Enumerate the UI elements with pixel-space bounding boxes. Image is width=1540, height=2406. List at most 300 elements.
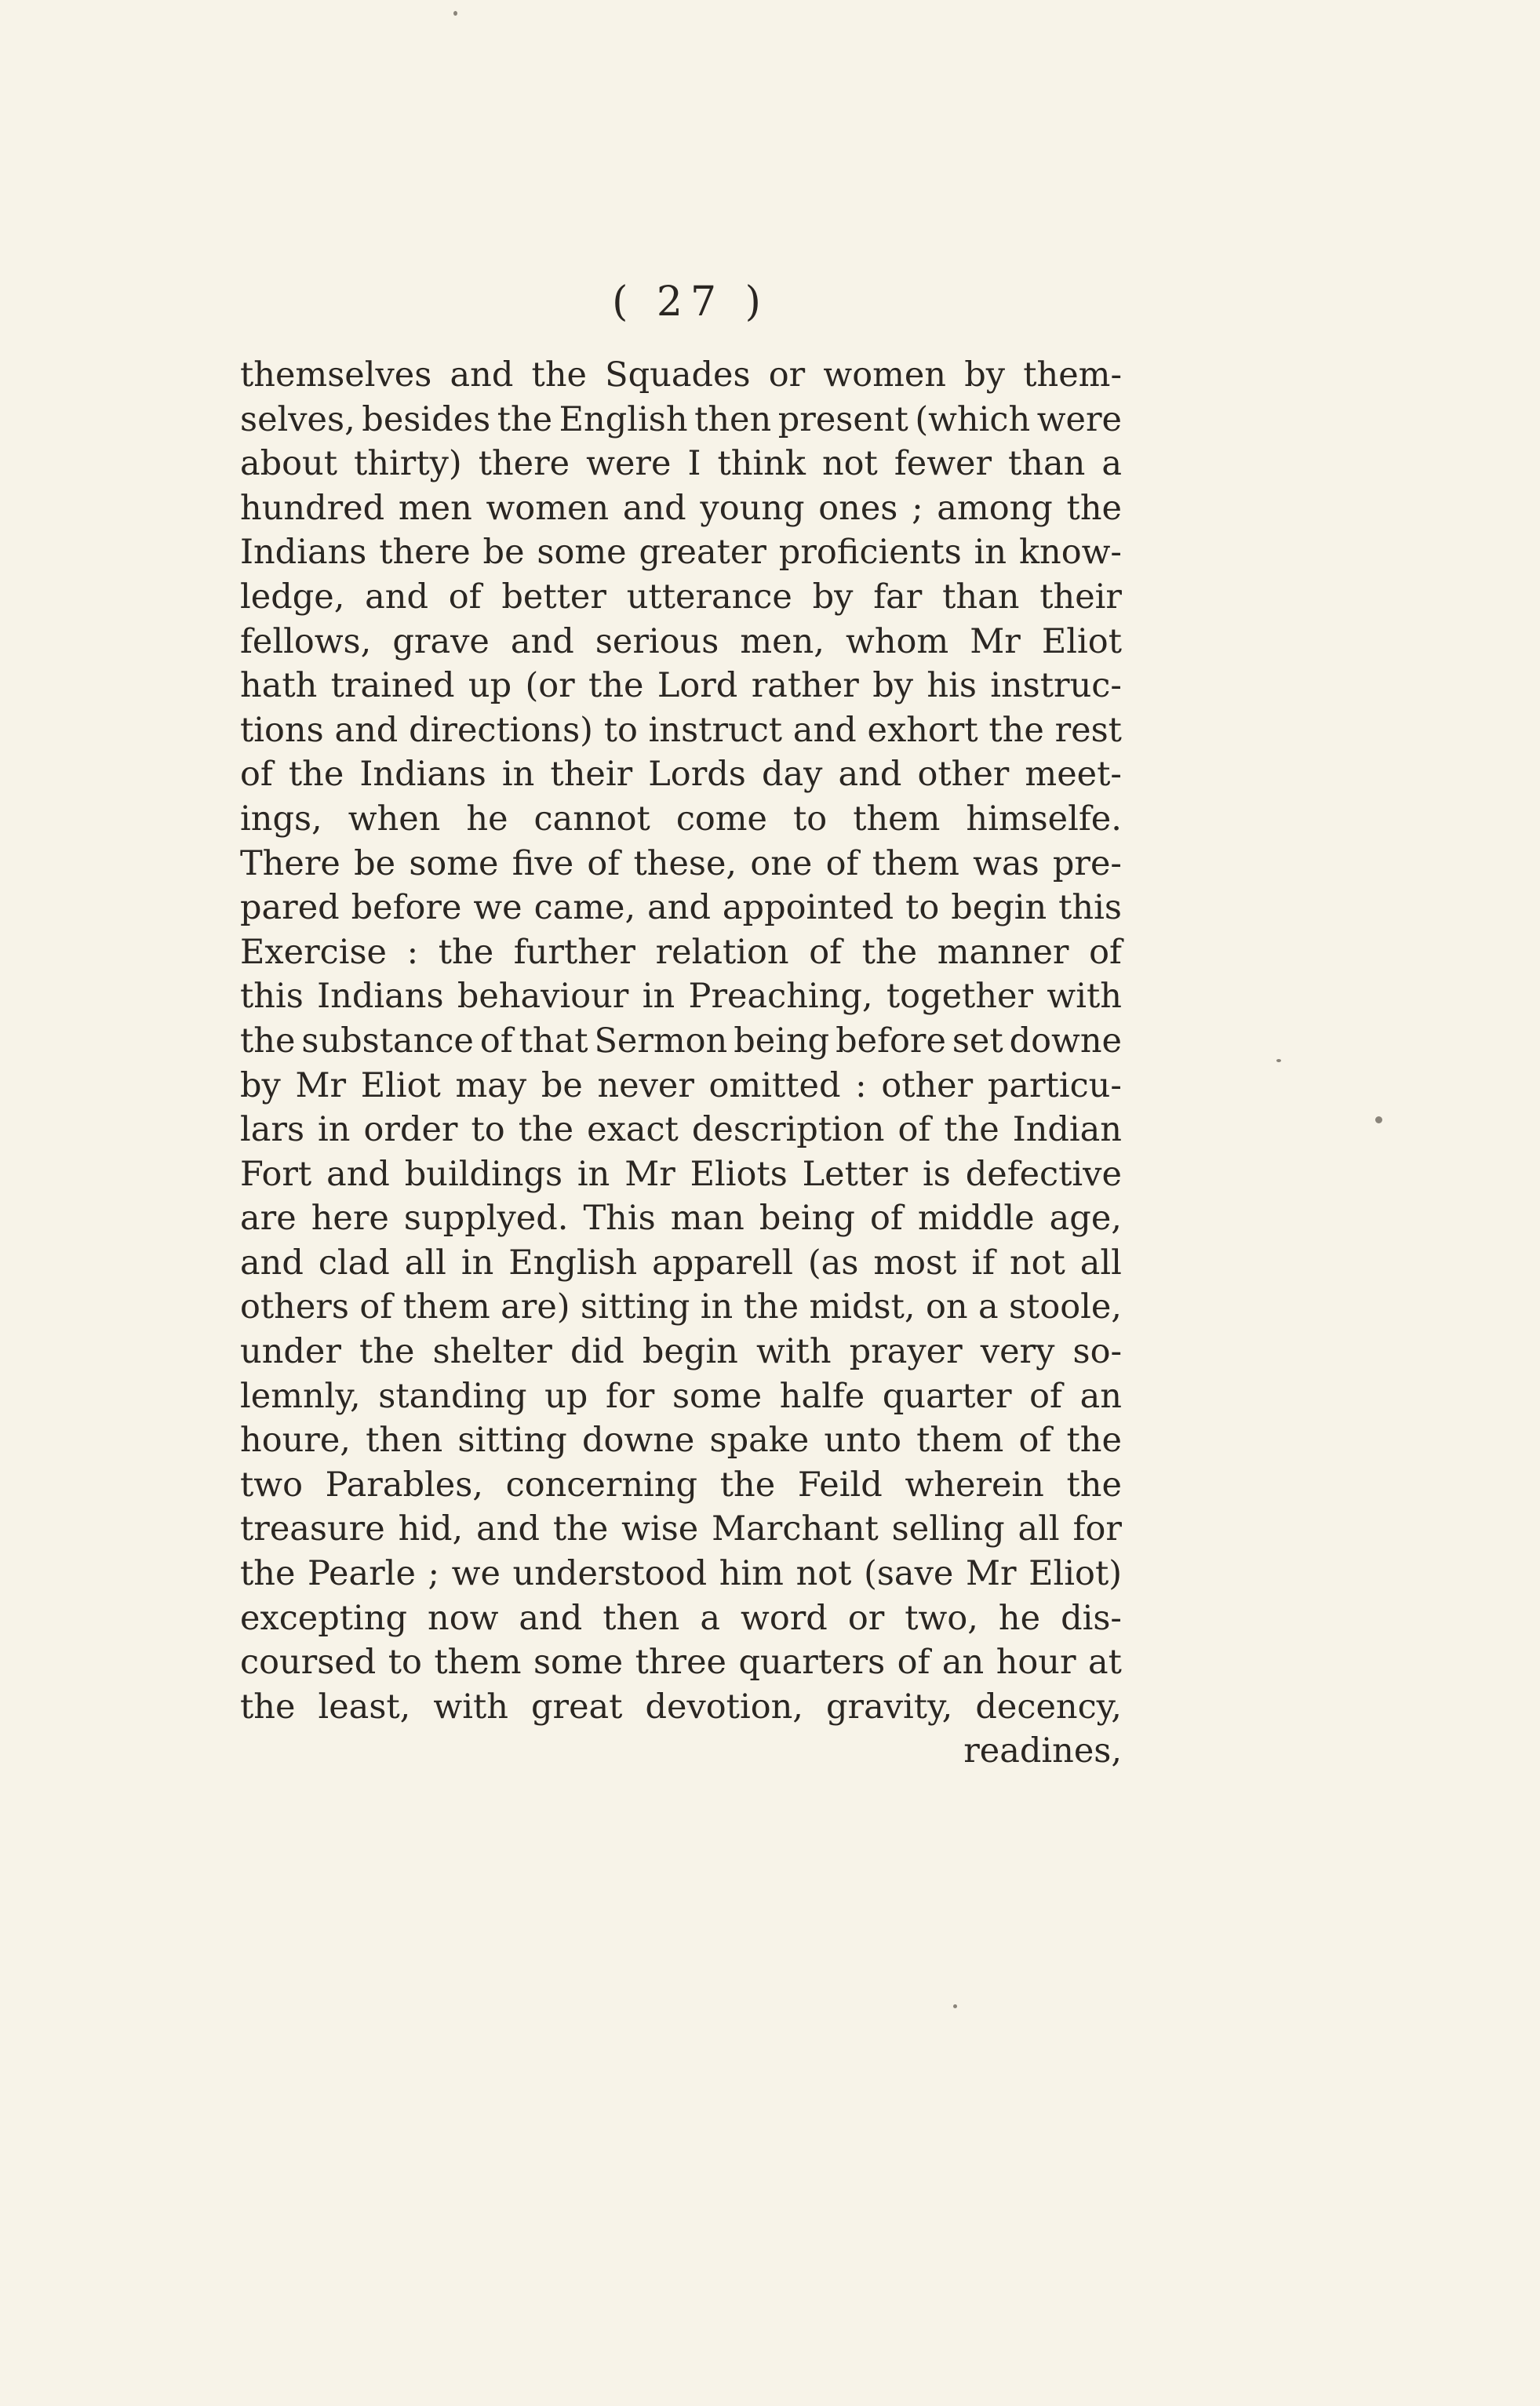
word: least, <box>318 1687 411 1727</box>
word: greater <box>639 533 766 573</box>
word: appointed <box>722 888 894 928</box>
word: of <box>240 755 273 795</box>
word: their <box>550 755 633 795</box>
word: with <box>755 1332 832 1372</box>
text-line <box>240 708 1122 753</box>
word: the <box>240 1554 296 1594</box>
word: shelter <box>432 1332 552 1372</box>
text-line <box>240 575 1122 620</box>
word: in <box>318 1110 351 1150</box>
word: them <box>434 1643 522 1683</box>
word: of <box>1089 932 1122 972</box>
word: to <box>603 710 638 750</box>
word: not <box>795 1554 852 1594</box>
word: apparell <box>652 1243 793 1283</box>
word: and <box>510 621 574 661</box>
word: clad <box>318 1243 390 1283</box>
word: so- <box>1072 1332 1122 1372</box>
word: meet- <box>1025 755 1122 795</box>
word: behaviour <box>457 977 629 1017</box>
word: before <box>836 1021 946 1061</box>
word: unto <box>824 1421 901 1461</box>
text-line <box>240 1685 1122 1730</box>
word: this <box>240 977 304 1017</box>
word: and <box>326 1154 390 1194</box>
word: Eliots <box>690 1154 788 1194</box>
word: whom <box>846 621 949 661</box>
word: wise <box>621 1509 699 1549</box>
word: downe <box>581 1421 695 1461</box>
word: know- <box>1018 533 1122 573</box>
word: ; <box>912 488 923 528</box>
word: there <box>379 533 471 573</box>
word: lars <box>240 1110 305 1150</box>
word: and <box>450 355 514 395</box>
word: English <box>508 1243 638 1283</box>
word: a <box>700 1598 721 1638</box>
word: Mr <box>970 621 1021 661</box>
word: be <box>482 533 525 573</box>
word: Letter <box>802 1154 908 1194</box>
text-line <box>240 486 1122 531</box>
word: some <box>537 533 627 573</box>
word: the <box>743 1287 799 1327</box>
word: other <box>881 1065 974 1105</box>
word: omitted <box>708 1065 841 1105</box>
word: defective <box>965 1154 1122 1194</box>
word: here <box>311 1199 389 1239</box>
word: together <box>886 977 1034 1017</box>
page-number: ( 27 ) <box>612 278 769 326</box>
word: at <box>1087 1643 1122 1683</box>
word: the <box>518 1110 574 1150</box>
word: devotion, <box>645 1687 803 1727</box>
word: Sermon <box>594 1021 728 1061</box>
word: tions <box>240 710 324 750</box>
word: he <box>466 799 508 839</box>
word: be <box>354 843 396 883</box>
word: did <box>570 1332 624 1372</box>
word: them- <box>1023 355 1122 395</box>
word: pre- <box>1052 843 1122 883</box>
word: one <box>750 843 813 883</box>
word: is <box>923 1154 951 1194</box>
word: ledge, <box>240 577 345 617</box>
word: all <box>404 1243 446 1283</box>
word: Marchant <box>712 1509 879 1549</box>
text-line <box>240 1152 1122 1197</box>
word: begin <box>951 888 1047 928</box>
word: others <box>240 1287 349 1327</box>
text-line <box>240 1285 1122 1330</box>
word: was <box>973 843 1039 883</box>
word: there <box>478 444 570 484</box>
word: ones <box>818 488 898 528</box>
word: ings, <box>240 799 322 839</box>
word: buildings <box>404 1154 563 1194</box>
word: the <box>1066 488 1122 528</box>
word: understood <box>512 1554 708 1594</box>
word: Eliot <box>1041 621 1122 661</box>
word: word <box>741 1598 828 1638</box>
word: of <box>897 1643 930 1683</box>
word: Feild <box>797 1465 883 1505</box>
word: of <box>587 843 621 883</box>
word: men, <box>740 621 825 661</box>
word: the <box>1066 1465 1122 1505</box>
word: and <box>647 888 711 928</box>
word: instruct <box>648 710 783 750</box>
text-line <box>240 442 1122 486</box>
word: Indian <box>1012 1110 1122 1150</box>
word: middle <box>917 1199 1035 1239</box>
word: prayer <box>849 1332 963 1372</box>
word: : <box>855 1065 867 1105</box>
word: if <box>971 1243 995 1283</box>
word: concerning <box>505 1465 698 1505</box>
word: on <box>925 1287 968 1327</box>
text-line <box>240 398 1122 442</box>
word: them <box>853 799 941 839</box>
word: dis- <box>1061 1598 1122 1638</box>
word: in <box>461 1243 494 1283</box>
word: particu- <box>987 1065 1122 1105</box>
word: age, <box>1049 1199 1122 1239</box>
word: selling <box>891 1509 1005 1549</box>
text-line <box>240 664 1122 708</box>
word: hath <box>240 666 318 706</box>
word: then <box>366 1421 443 1461</box>
text-line <box>240 1640 1122 1685</box>
word: There <box>240 843 340 883</box>
word: with <box>1047 977 1122 1017</box>
word: day <box>761 755 823 795</box>
word: fewer <box>894 444 992 484</box>
word: Pearle <box>308 1554 416 1594</box>
word: (or <box>525 666 575 706</box>
word: about <box>240 444 338 484</box>
word: some <box>409 843 499 883</box>
word: the <box>552 1509 609 1549</box>
word: an <box>941 1643 985 1683</box>
word: not <box>821 444 878 484</box>
ink-speck <box>453 11 457 16</box>
word: them <box>916 1421 1004 1461</box>
word: Exercise <box>240 932 387 972</box>
word: stoole, <box>1008 1287 1122 1327</box>
text-line <box>240 842 1122 886</box>
word: substance <box>301 1021 474 1061</box>
word: him <box>719 1554 784 1594</box>
word: an <box>1079 1376 1122 1416</box>
word: for <box>1072 1509 1122 1549</box>
word: to <box>905 888 940 928</box>
word: the <box>1066 1421 1122 1461</box>
word: of <box>825 843 859 883</box>
word: in <box>501 755 535 795</box>
word: when <box>348 799 441 839</box>
word: hour <box>996 1643 1076 1683</box>
word: fellows, <box>240 621 372 661</box>
word: then <box>603 1598 680 1638</box>
word: of <box>359 1287 393 1327</box>
word: very <box>980 1332 1055 1372</box>
word: being <box>759 1199 855 1239</box>
word: now <box>428 1598 499 1638</box>
word: these, <box>633 843 737 883</box>
word: English <box>559 399 688 439</box>
word: serious <box>595 621 719 661</box>
word: houre, <box>240 1421 351 1461</box>
text-line <box>240 1019 1122 1064</box>
word: by <box>812 577 854 617</box>
word: hundred <box>240 488 385 528</box>
word: and <box>622 488 686 528</box>
word: directions) <box>409 710 593 750</box>
text-line <box>240 974 1122 1019</box>
word: the <box>497 399 553 439</box>
word: exhort <box>867 710 978 750</box>
word: order <box>363 1110 458 1150</box>
word: This <box>583 1199 656 1239</box>
word: great <box>531 1687 623 1727</box>
ink-speck <box>1375 1116 1382 1123</box>
text-line <box>240 530 1122 575</box>
word: in <box>642 977 675 1017</box>
word: wherein <box>905 1465 1044 1505</box>
word: them <box>872 843 959 883</box>
text-line <box>240 1507 1122 1552</box>
word: two, <box>905 1598 978 1638</box>
word: not <box>1009 1243 1065 1283</box>
word: were <box>586 444 672 484</box>
text-line <box>240 353 1122 398</box>
word: by <box>964 355 1006 395</box>
word: the <box>359 1332 415 1372</box>
word: and <box>476 1509 540 1549</box>
word: up <box>468 666 512 706</box>
word: utterance <box>626 577 792 617</box>
word: of <box>897 1110 931 1150</box>
word: five <box>512 843 574 883</box>
word: most <box>873 1243 957 1283</box>
word: and <box>792 710 857 750</box>
word: begin <box>642 1332 738 1372</box>
word: be <box>541 1065 583 1105</box>
word: hid, <box>398 1509 464 1549</box>
word: pared <box>240 888 340 928</box>
word: then <box>694 399 772 439</box>
word: by <box>240 1065 281 1105</box>
text-line <box>240 930 1122 975</box>
text-line <box>240 1418 1122 1463</box>
word: Indians <box>317 977 444 1017</box>
word: Eliot <box>360 1065 441 1105</box>
word: Parables, <box>325 1465 483 1505</box>
word: the <box>531 355 587 395</box>
word: far <box>873 577 923 617</box>
word: spake <box>709 1421 810 1461</box>
word: this <box>1058 888 1122 928</box>
word: Indians <box>240 533 367 573</box>
word: and <box>240 1243 304 1283</box>
word: and <box>365 577 429 617</box>
word: supplyed. <box>403 1199 569 1239</box>
word: decency, <box>975 1687 1122 1727</box>
word: for <box>605 1376 655 1416</box>
text-line <box>240 1463 1122 1508</box>
word: were <box>1036 399 1122 439</box>
word: the <box>240 1021 296 1061</box>
word: women <box>823 355 947 395</box>
word: under <box>240 1332 341 1372</box>
word: : <box>406 932 419 972</box>
word: sitting <box>457 1421 567 1461</box>
word: we <box>473 888 522 928</box>
word: the <box>288 755 344 795</box>
word: that <box>519 1021 588 1061</box>
word: sitting <box>581 1287 690 1327</box>
word: a <box>978 1287 999 1327</box>
text-line <box>240 1108 1122 1152</box>
word: Mr <box>295 1065 347 1105</box>
text-line <box>240 1241 1122 1286</box>
word: men <box>398 488 472 528</box>
word: ; <box>428 1554 440 1594</box>
word: set <box>952 1021 1003 1061</box>
word: (which <box>915 399 1031 439</box>
word: the <box>719 1465 776 1505</box>
word: in <box>700 1287 734 1327</box>
word: of <box>1029 1376 1062 1416</box>
word: to <box>793 799 828 839</box>
word: themselves <box>240 355 432 395</box>
word: than <box>1008 444 1086 484</box>
word: before <box>351 888 462 928</box>
word: coursed <box>240 1643 377 1683</box>
word: are <box>240 1199 297 1239</box>
word: trained <box>330 666 455 706</box>
word: his <box>927 666 977 706</box>
text-line <box>240 1064 1122 1108</box>
word: he <box>998 1598 1041 1638</box>
word: think <box>717 444 806 484</box>
text-line <box>240 752 1122 797</box>
word: besides <box>362 399 491 439</box>
word: Eliot) <box>1028 1554 1122 1594</box>
word: all <box>1079 1243 1122 1283</box>
word: to <box>471 1110 505 1150</box>
word: in <box>974 533 1007 573</box>
word: the <box>861 932 918 972</box>
word: or <box>847 1598 885 1638</box>
word: midst, <box>809 1287 916 1327</box>
word: the <box>438 932 494 972</box>
word: than <box>942 577 1020 617</box>
word: (as <box>807 1243 859 1283</box>
word: manner <box>937 932 1069 972</box>
word: lemnly, <box>240 1376 361 1416</box>
word: of <box>809 932 843 972</box>
word: among <box>937 488 1053 528</box>
word: by <box>872 666 914 706</box>
word: rather <box>751 666 859 706</box>
text-line <box>240 1552 1122 1596</box>
word: (save <box>864 1554 954 1594</box>
word: selves, <box>240 399 355 439</box>
word: rest <box>1054 710 1122 750</box>
word: proficients <box>778 533 962 573</box>
word: Lord <box>657 666 738 706</box>
ink-speck <box>953 2004 957 2008</box>
word: the <box>988 710 1044 750</box>
word: some <box>672 1376 763 1416</box>
word: Mr <box>965 1554 1017 1594</box>
word: we <box>451 1554 501 1594</box>
word: come <box>675 799 768 839</box>
word: description <box>691 1110 885 1150</box>
word: never <box>597 1065 694 1105</box>
word: gravity, <box>826 1687 953 1727</box>
text-line <box>240 1330 1122 1374</box>
word: halfe <box>779 1376 865 1416</box>
word: treasure <box>240 1509 385 1549</box>
word: Fort <box>240 1154 312 1194</box>
word: of <box>448 577 482 617</box>
word: and <box>519 1598 583 1638</box>
text-line <box>240 620 1122 664</box>
word: the <box>240 1687 296 1727</box>
word: came, <box>533 888 636 928</box>
word: instruc- <box>990 666 1122 706</box>
word: the <box>588 666 644 706</box>
word: downe <box>1009 1021 1122 1061</box>
word: himselfe. <box>966 799 1122 839</box>
word: and <box>838 755 902 795</box>
ink-speck <box>1276 1059 1281 1062</box>
word: thirty) <box>354 444 462 484</box>
word: quarters <box>738 1643 886 1683</box>
word: and <box>334 710 399 750</box>
text-line <box>240 1374 1122 1419</box>
word: Indians <box>359 755 486 795</box>
body-text <box>240 353 1122 1774</box>
word: grave <box>392 621 490 661</box>
word: a <box>1101 444 1122 484</box>
word: Lords <box>648 755 746 795</box>
word: two <box>240 1465 303 1505</box>
text-line <box>240 1596 1122 1641</box>
word: better <box>501 577 606 617</box>
word: present <box>777 399 908 439</box>
text-line <box>240 1196 1122 1241</box>
word: relation <box>655 932 789 972</box>
word: them <box>402 1287 490 1327</box>
word: excepting <box>240 1598 408 1638</box>
word: cannot <box>533 799 650 839</box>
word: may <box>455 1065 527 1105</box>
word: to <box>388 1643 422 1683</box>
word: Squades <box>605 355 751 395</box>
word: young <box>700 488 805 528</box>
word: being <box>734 1021 830 1061</box>
word: man <box>670 1199 745 1239</box>
word: are) <box>501 1287 570 1327</box>
word: up <box>544 1376 588 1416</box>
word: three <box>635 1643 727 1683</box>
word: the <box>944 1110 999 1150</box>
word: all <box>1018 1509 1060 1549</box>
